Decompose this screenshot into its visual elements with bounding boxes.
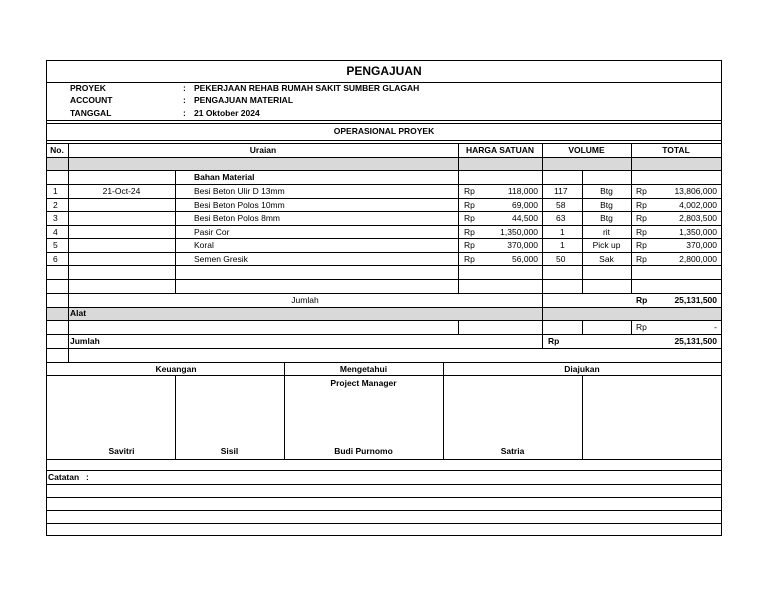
section-title: OPERASIONAL PROYEK [333,126,435,136]
cell-date: 21-Oct-24 [102,186,141,196]
cell-price: 56,000 [512,254,538,264]
rule [46,470,722,471]
alat-shaded-row [46,307,721,320]
header-total: TOTAL [662,145,690,155]
rule [46,265,722,266]
rule [46,170,722,171]
subtotal-currency: Rp [636,295,648,305]
cell-price: 44,500 [512,213,538,223]
cell-currency: Rp [464,240,475,250]
cell-qty: 1 [560,240,565,250]
rule [46,459,722,460]
cell-price: 118,000 [507,186,538,196]
signature-name-satria: Satria [500,446,525,456]
signature-header-keuangan: Keuangan [155,364,197,374]
rule [46,523,722,524]
cell-item: Pasir Cor [194,227,230,237]
cell-no: 4 [53,227,58,237]
rule [46,198,722,199]
cell-item: Semen Gresik [194,254,248,264]
info-value-account: PENGAJUAN MATERIAL [194,95,294,105]
rule [582,375,583,459]
info-label-tanggal: TANGGAL [70,108,112,118]
cell-no: 6 [53,254,58,264]
subtotal-label: Jumlah [291,295,319,305]
rule [46,362,722,363]
cell-no: 1 [53,186,58,196]
cell-unit: Pick up [592,240,621,250]
header-harga-satuan: HARGA SATUAN [466,145,534,155]
rule [46,279,722,280]
rule [542,143,543,348]
rule [631,143,632,293]
rule [46,252,722,253]
cell-item: Besi Beton Polos 10mm [194,200,285,210]
rule [46,140,722,141]
rule [46,225,722,226]
header-uraian: Uraian [249,145,277,155]
cell-total-currency: Rp [636,200,647,210]
cell-currency: Rp [464,213,475,223]
cell-item: Besi Beton Ulir D 13mm [194,186,285,196]
notes-sep: : [86,472,89,482]
cell-unit: Btg [600,186,613,196]
signature-name-budi-purnomo: Budi Purnomo [334,446,393,456]
rule [46,375,722,376]
cell-unit: Btg [600,213,613,223]
cell-currency: Rp [464,227,475,237]
alat-label: Alat [70,308,87,318]
cell-item: Besi Beton Polos 8mm [194,213,280,223]
cell-total: 13,806,000 [674,186,717,196]
cell-total-currency: Rp [636,254,647,264]
rule [46,143,722,144]
cell-total: 2,803,500 [679,213,717,223]
signature-name-sisil: Sisil [220,446,239,456]
cell-currency: Rp [464,186,475,196]
rule [458,320,459,334]
cell-price: 69,000 [512,200,538,210]
cell-total: 1,350,000 [679,227,717,237]
rule [46,320,722,321]
rule [46,348,722,349]
rule [582,320,583,334]
alat-currency: Rp [636,322,647,332]
signature-name-savitri: Savitri [108,446,135,456]
cell-qty: 50 [556,254,566,264]
signature-role-project-manager: Project Manager [330,378,397,388]
rule [46,497,722,498]
cell-total: 370,000 [686,240,717,250]
cell-total-currency: Rp [636,240,647,250]
header-volume: VOLUME [568,145,605,155]
info-sep: : [183,83,186,93]
border-bottom [46,535,722,536]
cell-no: 5 [53,240,58,250]
info-value-tanggal: 21 Oktober 2024 [194,108,260,118]
cell-total-currency: Rp [636,227,647,237]
rule [631,320,632,334]
cell-total: 4,002,000 [679,200,717,210]
grand-total-label: Jumlah [70,336,100,346]
rule [284,362,285,459]
rule [443,362,444,459]
rule [46,123,722,124]
grand-total-value: 25,131,500 [674,336,717,346]
alat-value: - [714,322,717,332]
cell-currency: Rp [464,200,475,210]
header-no: No. [50,145,64,155]
rule [46,484,722,485]
rule [68,143,69,362]
cell-unit: Sak [599,254,614,264]
info-label-account: ACCOUNT [70,95,113,105]
subtotal-value: 25,131,500 [674,295,717,305]
group-label-bahan-material: Bahan Material [194,172,255,182]
rule [46,184,722,185]
rule [46,334,722,335]
rule [46,238,722,239]
info-value-proyek: PEKERJAAN REHAB RUMAH SAKIT SUMBER GLAGAH [194,83,420,93]
grand-total-currency: Rp [548,336,560,346]
cell-price: 370,000 [507,240,538,250]
cell-unit: rit [602,227,611,237]
signature-header-diajukan: Diajukan [564,364,600,374]
shaded-spacer-row [46,158,721,170]
rule [46,157,722,158]
rule [46,293,722,294]
rule [458,143,459,293]
cell-price: 1,350,000 [500,227,538,237]
cell-qty: 58 [556,200,566,210]
info-label-proyek: PROYEK [70,83,106,93]
rule [46,120,722,121]
cell-no: 3 [53,213,58,223]
rule [46,211,722,212]
cell-total-currency: Rp [636,213,647,223]
cell-qty: 1 [560,227,565,237]
cell-currency: Rp [464,254,475,264]
cell-total: 2,800,000 [679,254,717,264]
cell-total-currency: Rp [636,186,647,196]
document-title: PENGAJUAN [346,64,422,78]
cell-qty: 117 [554,186,568,196]
rule [46,307,722,308]
rule [175,170,176,293]
info-sep: : [183,95,186,105]
border-top [46,60,722,61]
cell-no: 2 [53,200,58,210]
notes-label: Catatan [48,472,80,482]
cell-unit: Btg [600,200,613,210]
cell-qty: 63 [556,213,566,223]
info-sep: : [183,108,186,118]
rule [46,510,722,511]
cell-item: Koral [194,240,214,250]
signature-header-mengetahui: Mengetahui [339,364,388,374]
